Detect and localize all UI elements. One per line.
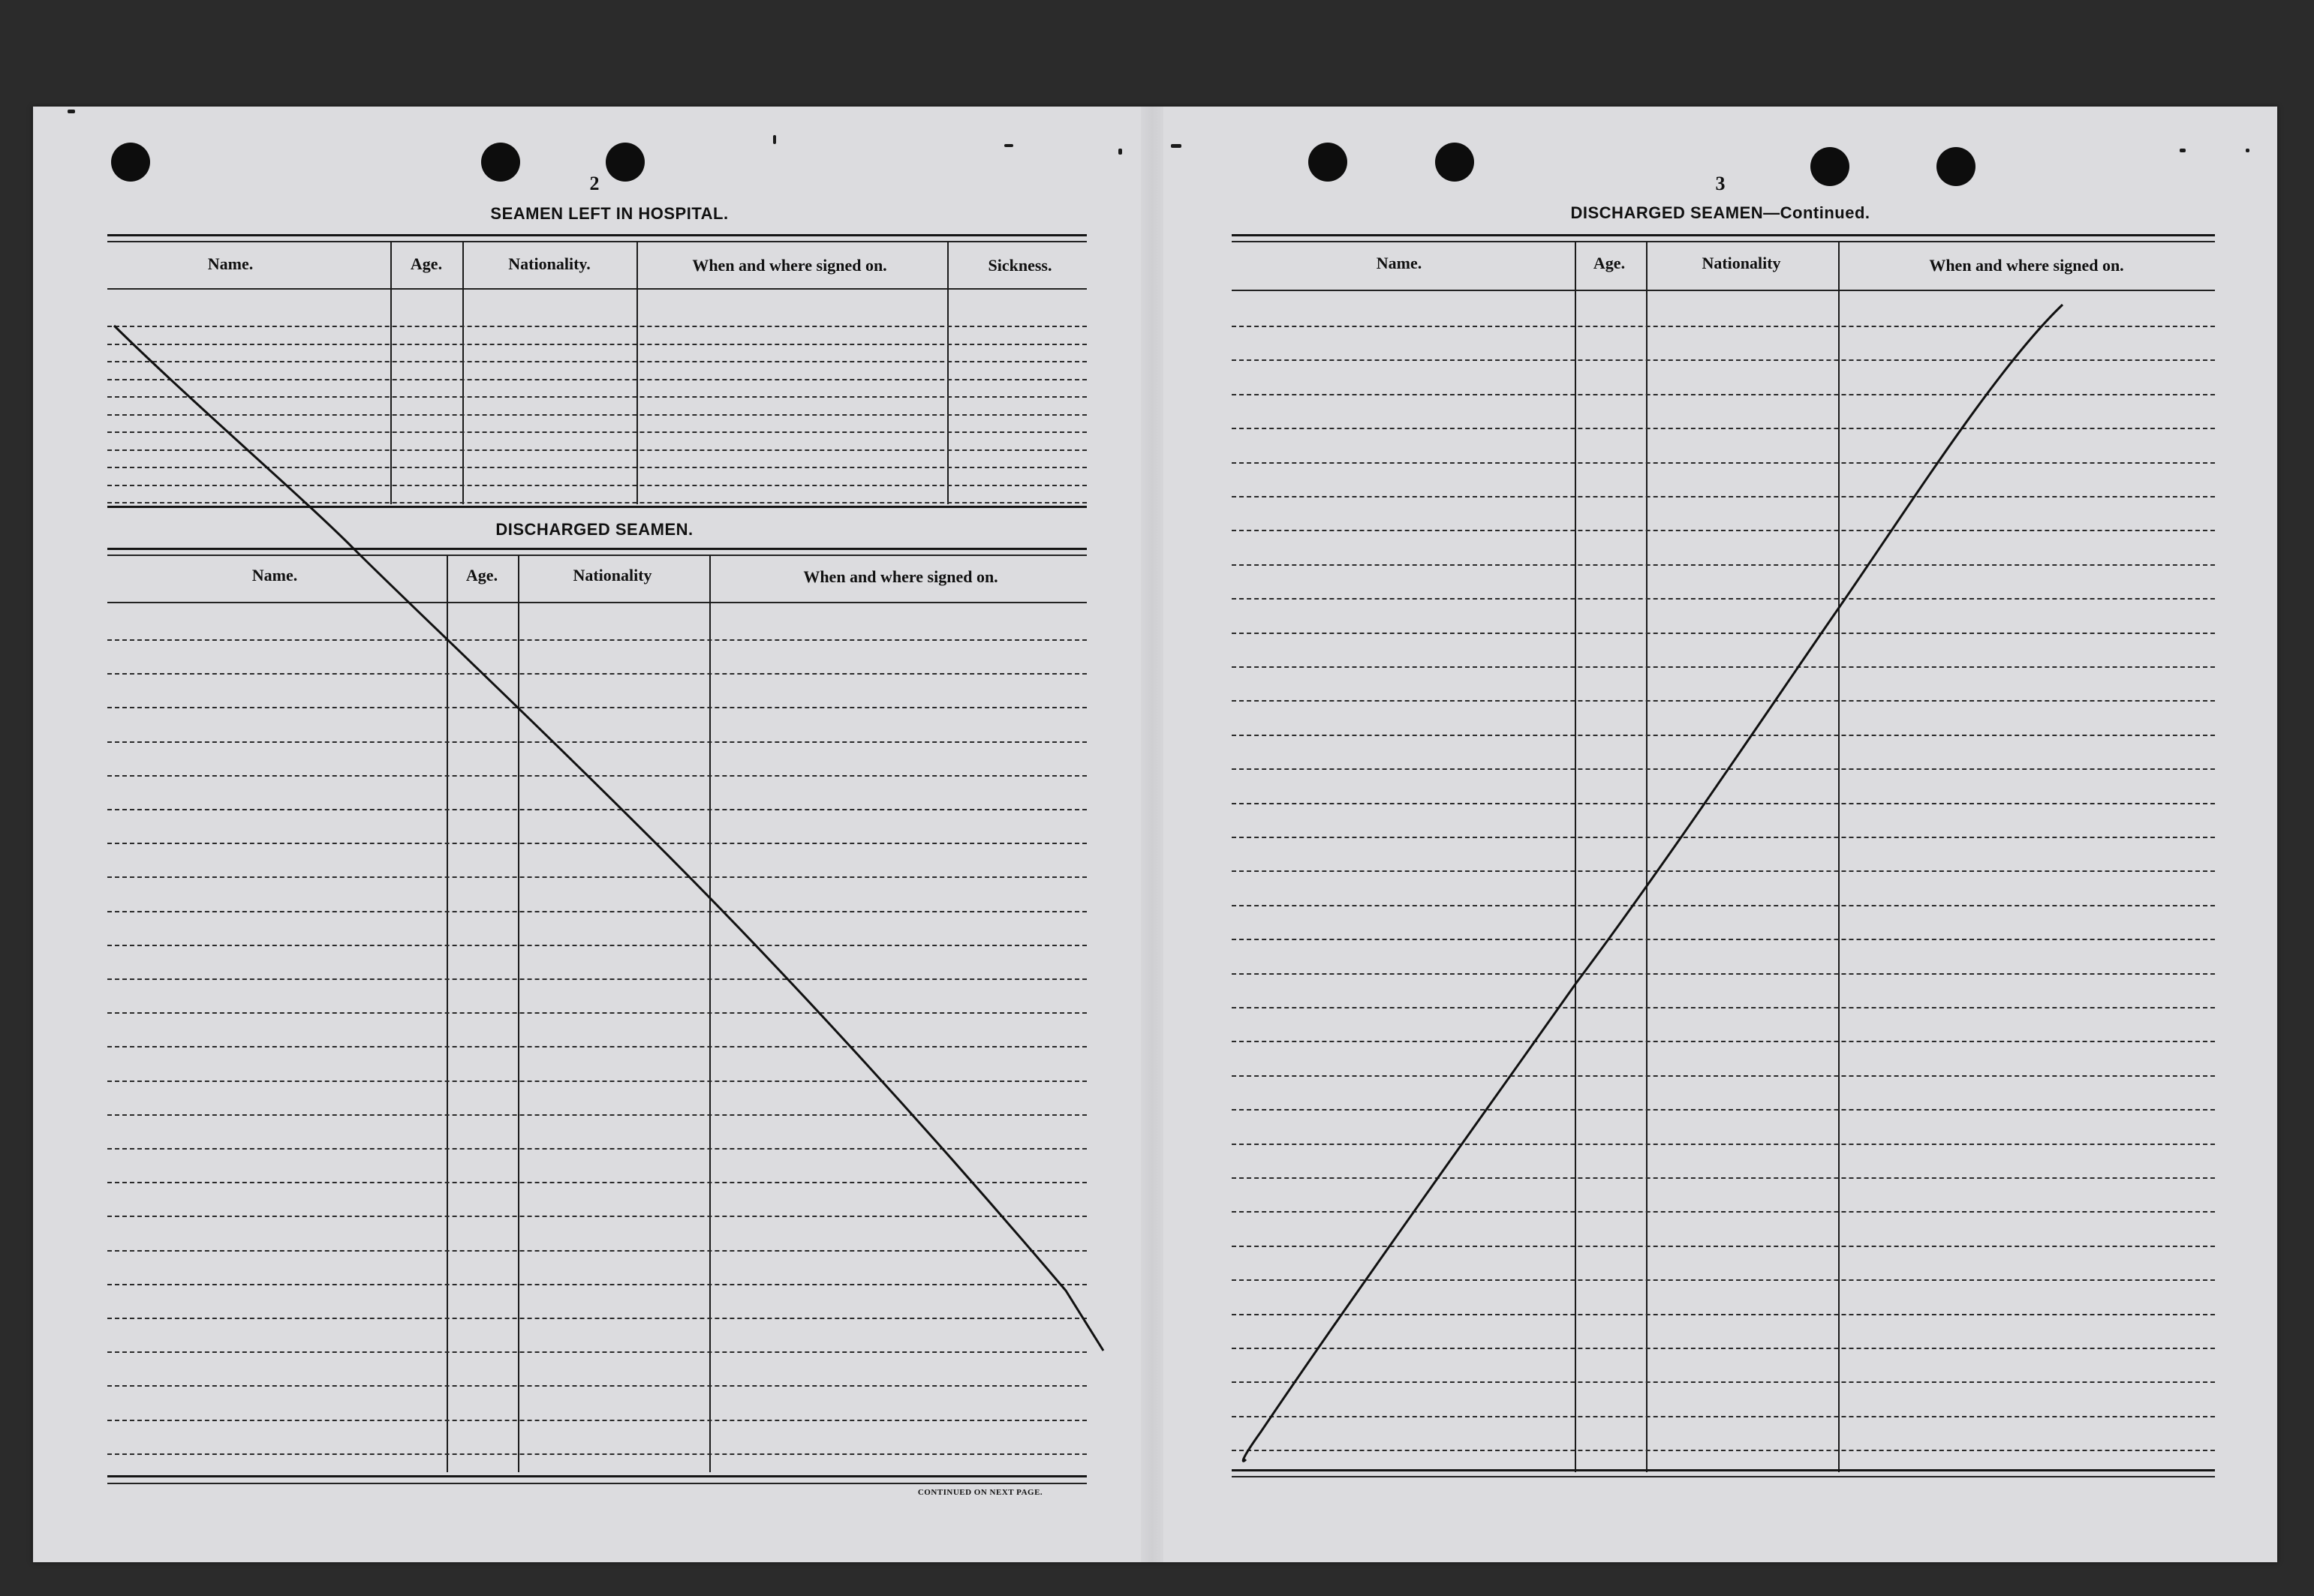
discharged-col-name: Name. (251, 566, 298, 585)
continued-footer: CONTINUED ON NEXT PAGE. (917, 1488, 1043, 1497)
hospital-col-age: Age. (410, 254, 443, 273)
hospital-col-name: Name. (207, 254, 254, 273)
hospital-col-sickness: Sickness. (988, 256, 1052, 275)
left-page-strike-line (114, 326, 1103, 1351)
hospital-section-title: SEAMEN LEFT IN HOSPITAL. (490, 204, 729, 223)
continued-col-signed-on: When and where signed on. (1929, 256, 2124, 275)
discharged-section-title: DISCHARGED SEAMEN. (495, 520, 694, 539)
continued-col-name: Name. (1376, 254, 1422, 272)
discharged-continued-title: DISCHARGED SEAMEN—Continued. (1570, 203, 1870, 222)
hospital-col-signed-on: When and where signed on. (692, 256, 887, 275)
hospital-col-nationality: Nationality. (508, 254, 591, 273)
right-page-strike-line (1243, 305, 2063, 1461)
continued-col-nationality: Nationality (1702, 254, 1781, 272)
discharged-col-signed-on: When and where signed on. (803, 567, 998, 586)
discharged-col-nationality: Nationality (573, 566, 652, 585)
discharged-col-age: Age. (465, 566, 498, 585)
page-number-left: 2 (589, 173, 600, 194)
page-number-right: 3 (1715, 173, 1726, 194)
continued-col-age: Age. (1593, 254, 1626, 272)
